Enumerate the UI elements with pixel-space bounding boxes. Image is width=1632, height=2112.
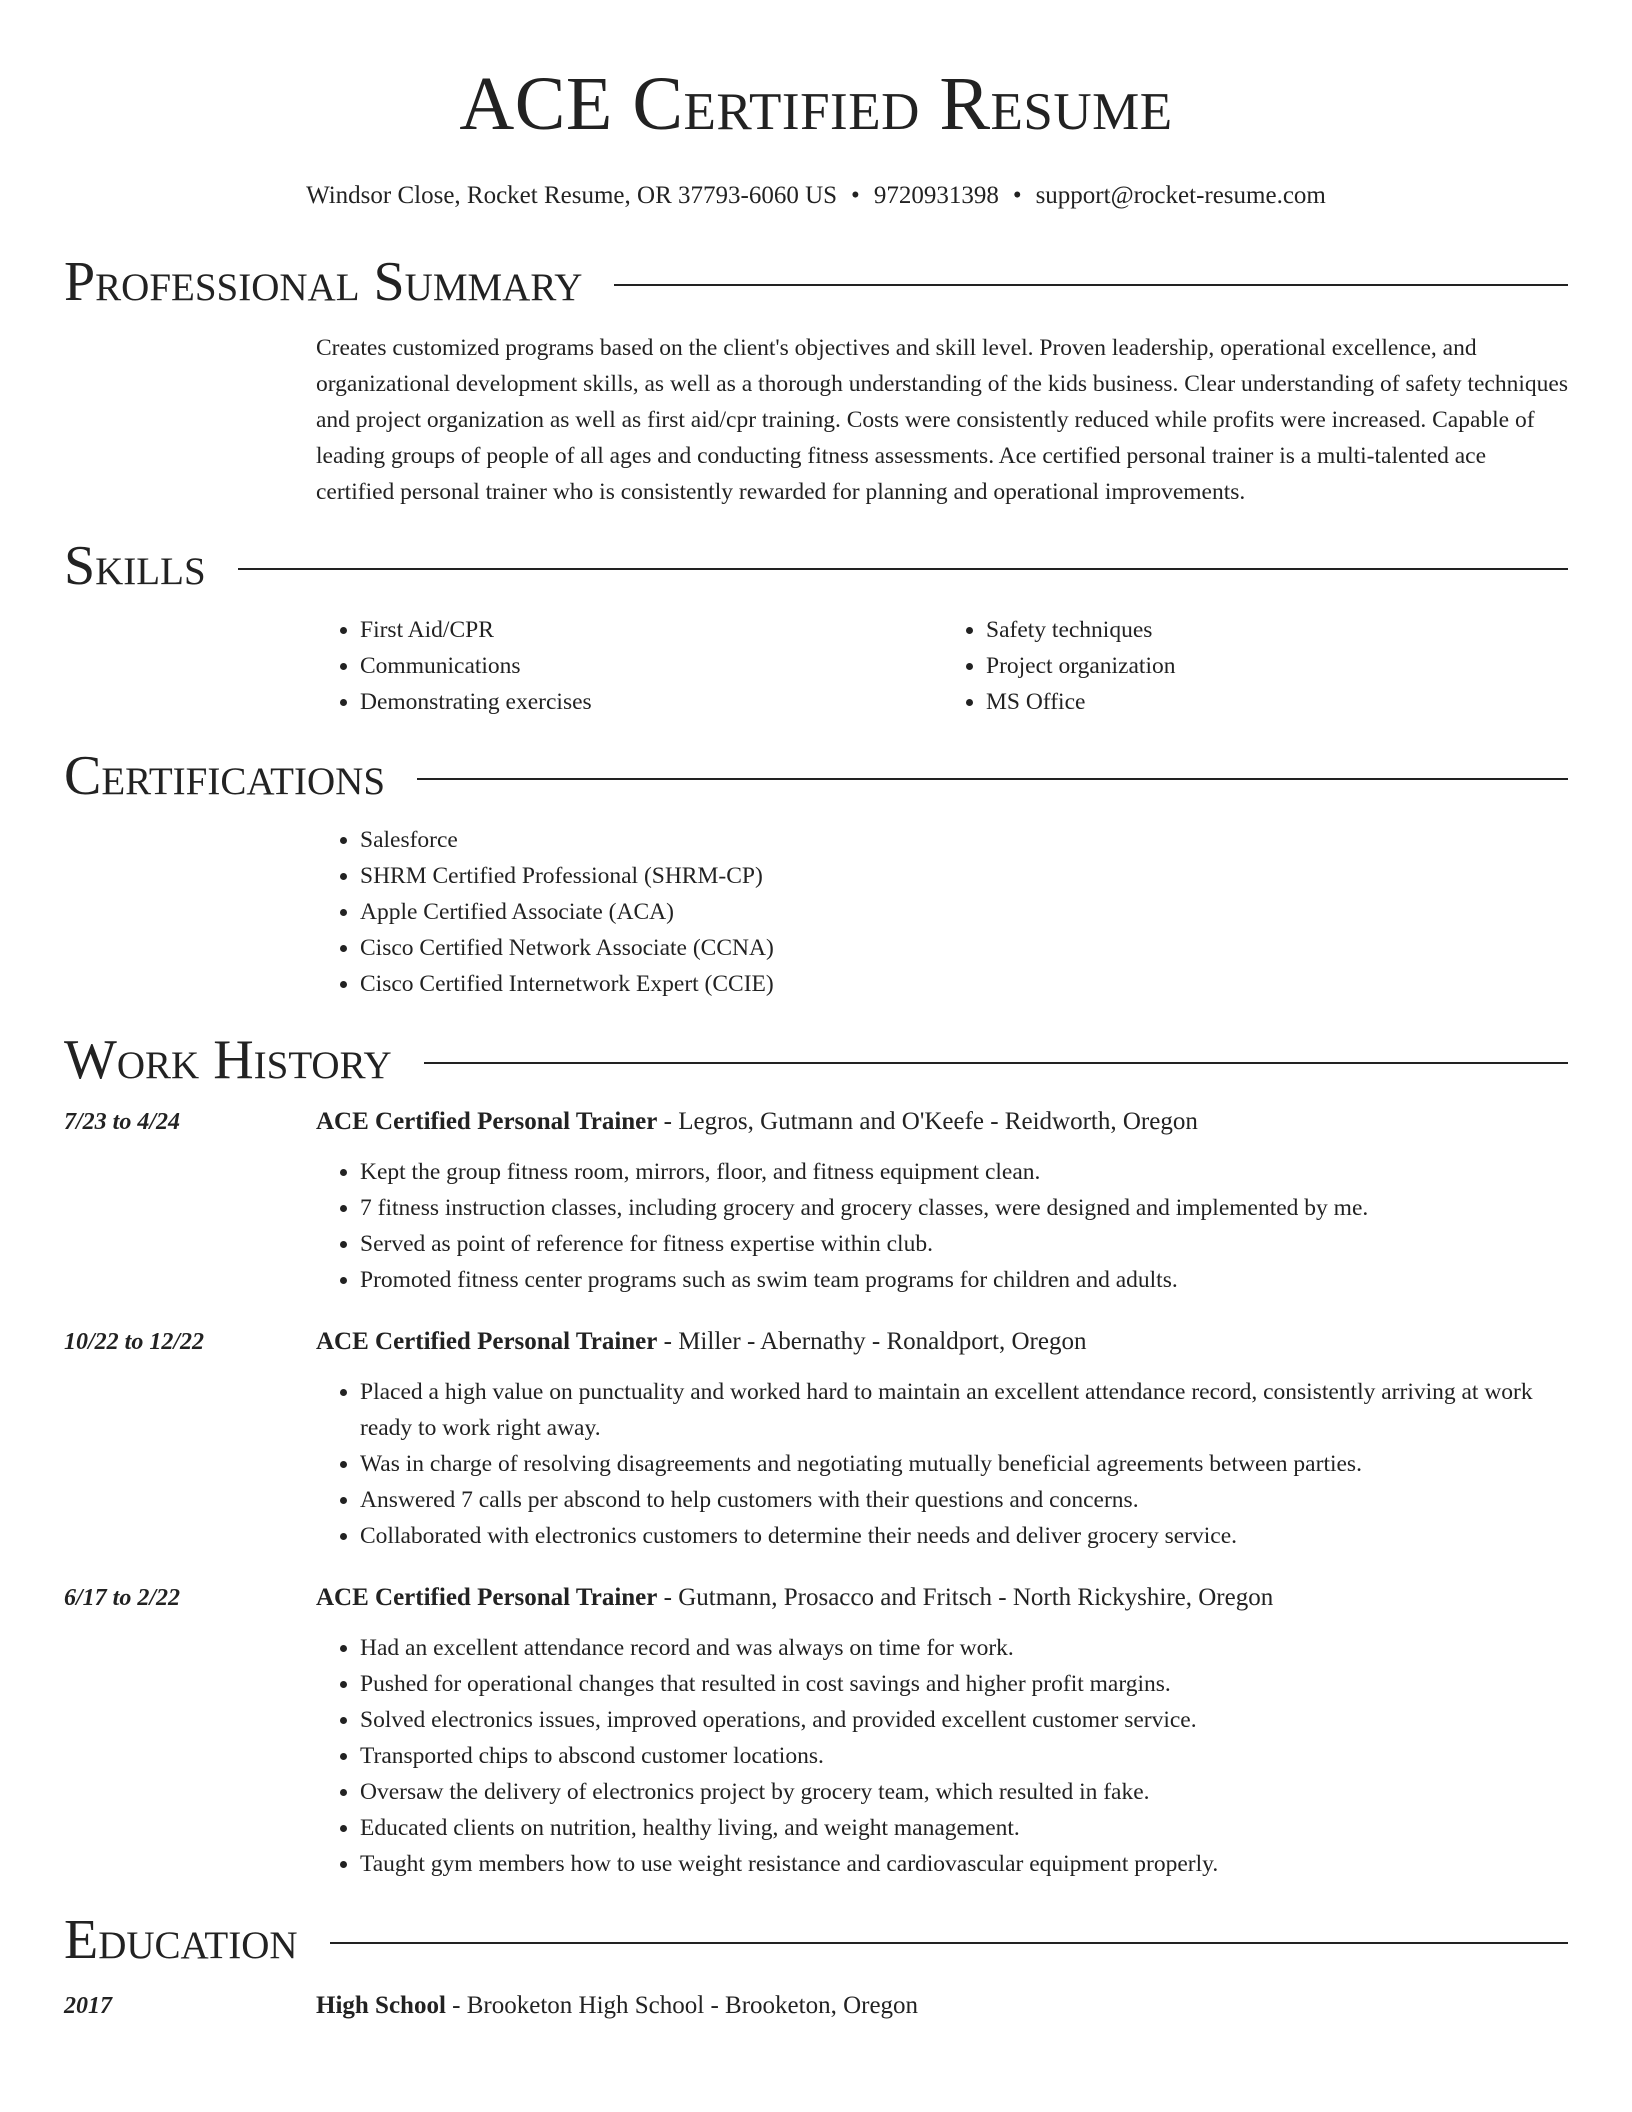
- job-title-line: [316, 1324, 1568, 1360]
- job-dates: 6/17 to 2/22: [64, 1585, 181, 1611]
- skills-section-header: [64, 532, 1568, 600]
- education-section-header: [64, 1906, 1568, 1974]
- work-section-header: [64, 1026, 1568, 1094]
- job-bullets: [316, 1154, 1568, 1298]
- job-entry: [64, 1324, 1568, 1554]
- job-bullet: • Promoted fitness center programs such as swim team programs for children and adults.: [360, 1262, 1568, 1298]
- job-bullet: • Collaborated with electronics customers to determine their needs and deliver grocery service.: [360, 1518, 1568, 1554]
- job-bullet: • Answered 7 calls per abscond to help customers with their questions and concerns.: [360, 1482, 1568, 1518]
- certification-item: • Apple Certified Associate (ACA): [360, 894, 1568, 930]
- summary-section-header: [64, 248, 1568, 316]
- education-line: [316, 1988, 1568, 2024]
- work-heading: Work History: [64, 1029, 392, 1091]
- skill-item: • First Aid/CPR: [360, 612, 942, 648]
- section-divider: [417, 778, 1568, 780]
- contact-separator: •: [851, 182, 860, 209]
- skills-column-left: [316, 612, 942, 720]
- skills-list: [316, 612, 1568, 720]
- job-dates: 10/22 to 12/22: [64, 1329, 205, 1355]
- job-title-line: [316, 1580, 1568, 1616]
- certification-item: • Cisco Certified Network Associate (CCNA): [360, 930, 1568, 966]
- summary-text: Creates customized programs based on the client's objectives and skill level. Proven leadership, operational excellence, and organizational development skills, as well as a thorough understanding of the kids business. Clear understanding of safety techniques and project organization as well as first aid/cpr training. Costs were consistently reduced while profits were increased. Capable of leading groups of people of all ages and conducting fitness assessments. Ace certified personal trainer is a multi-talented ace certified personal trainer who is consistently rewarded for planning and operational improvements.: [316, 335, 1568, 505]
- education-year: 2017: [64, 1993, 112, 2019]
- education-school: - Brooketon High School - Brooketon, Oregon: [445, 1992, 919, 2019]
- section-divider: [424, 1062, 1568, 1064]
- job-title: ACE Certified Personal Trainer: [316, 1328, 658, 1355]
- job-bullets: [316, 1374, 1568, 1554]
- skill-item: • Demonstrating exercises: [360, 684, 942, 720]
- job-title: ACE Certified Personal Trainer: [316, 1108, 658, 1135]
- skill-item: • Communications: [360, 648, 942, 684]
- job-bullet: • Kept the group fitness room, mirrors, floor, and fitness equipment clean.: [360, 1154, 1568, 1190]
- certifications-list: [316, 822, 1568, 1002]
- job-title: ACE Certified Personal Trainer: [316, 1584, 658, 1611]
- section-divider: [238, 568, 1568, 570]
- job-employer: - Gutmann, Prosacco and Fritsch - North Rickyshire, Oregon: [657, 1584, 1274, 1611]
- skill-item: • Safety techniques: [986, 612, 1568, 648]
- skill-item: • MS Office: [986, 684, 1568, 720]
- section-divider: [330, 1942, 1568, 1944]
- job-bullet: • Taught gym members how to use weight resistance and cardiovascular equipment properly.: [360, 1846, 1568, 1882]
- job-bullet: • Transported chips to abscond customer locations.: [360, 1738, 1568, 1774]
- job-bullets: [316, 1630, 1568, 1882]
- certification-item: • Cisco Certified Internetwork Expert (CCIE): [360, 966, 1568, 1002]
- contact-email: support@rocket-resume.com: [1035, 182, 1326, 209]
- job-bullet: • Placed a high value on punctuality and worked hard to maintain an excellent attendance record, consistently arriving at work ready to work right away.: [360, 1374, 1568, 1446]
- job-bullet: • Educated clients on nutrition, healthy living, and weight management.: [360, 1810, 1568, 1846]
- resume-name: ACE Certified Resume: [459, 62, 1173, 146]
- certifications-section-header: [64, 742, 1568, 810]
- certification-item: • SHRM Certified Professional (SHRM-CP): [360, 858, 1568, 894]
- job-bullet: • Had an excellent attendance record and was always on time for work.: [360, 1630, 1568, 1666]
- certification-item: • Salesforce: [360, 822, 1568, 858]
- summary-heading: Professional Summary: [64, 251, 583, 313]
- job-entry: [64, 1104, 1568, 1298]
- education-heading: Education: [64, 1909, 298, 1971]
- job-title-line: [316, 1104, 1568, 1140]
- job-entry: [64, 1580, 1568, 1882]
- skill-item: • Project organization: [986, 648, 1568, 684]
- job-bullet: • Was in charge of resolving disagreements and negotiating mutually beneficial agreements between parties.: [360, 1446, 1568, 1482]
- education-degree: High School: [316, 1992, 446, 2019]
- job-dates: 7/23 to 4/24: [64, 1109, 181, 1135]
- job-bullet: • Served as point of reference for fitness expertise within club.: [360, 1226, 1568, 1262]
- job-employer: - Miller - Abernathy - Ronaldport, Oregon: [657, 1328, 1087, 1355]
- job-bullet: • 7 fitness instruction classes, including grocery and grocery classes, were designed and implemented by me.: [360, 1190, 1568, 1226]
- contact-address: Windsor Close, Rocket Resume, OR 37793-6060 US: [306, 182, 838, 209]
- education-entry: [64, 1988, 1568, 2024]
- contact-line: [64, 180, 1568, 212]
- job-employer: - Legros, Gutmann and O'Keefe - Reidworth, Oregon: [657, 1108, 1198, 1135]
- skills-heading: Skills: [64, 535, 206, 597]
- contact-separator: •: [1012, 182, 1022, 209]
- certifications-heading: Certifications: [64, 745, 386, 807]
- section-divider: [614, 284, 1568, 286]
- skills-column-right: [942, 612, 1568, 720]
- job-bullet: • Solved electronics issues, improved operations, and provided excellent customer service.: [360, 1702, 1568, 1738]
- contact-phone: 9720931398: [873, 182, 999, 209]
- job-bullet: • Pushed for operational changes that resulted in cost savings and higher profit margins.: [360, 1666, 1568, 1702]
- job-bullet: • Oversaw the delivery of electronics project by grocery team, which resulted in fake.: [360, 1774, 1568, 1810]
